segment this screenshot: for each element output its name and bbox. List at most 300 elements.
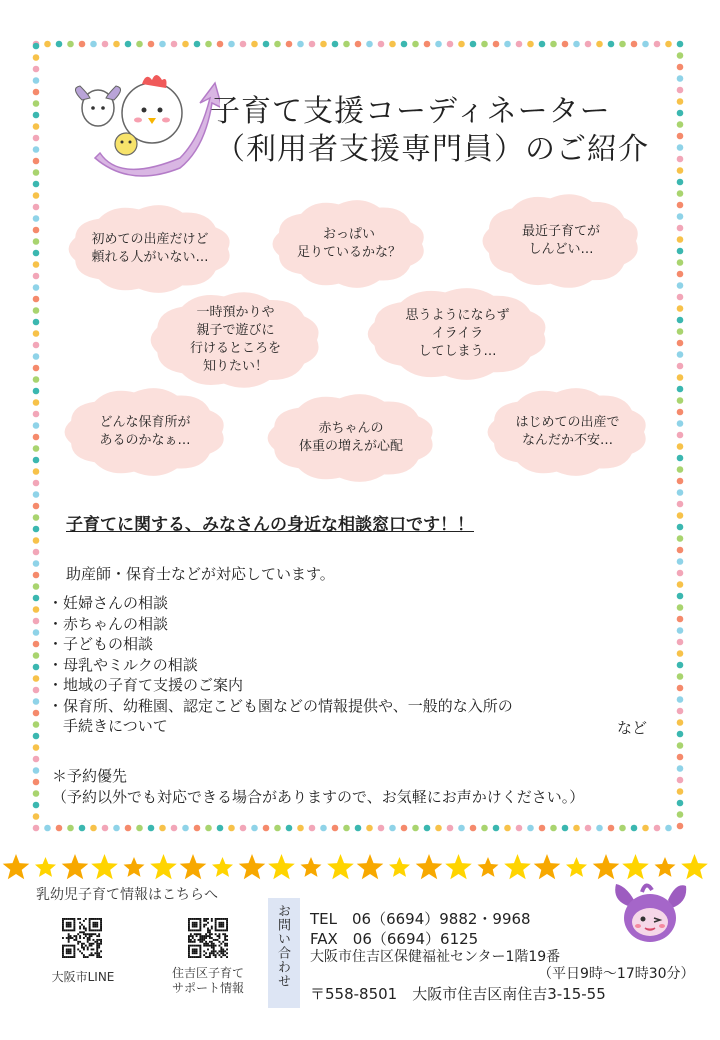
star-icon xyxy=(534,854,561,879)
star-icon xyxy=(416,854,443,879)
frame-dot xyxy=(33,204,40,211)
frame-dot xyxy=(677,742,684,749)
frame-dot xyxy=(263,825,270,832)
frame-dot xyxy=(355,825,362,832)
frame-dot xyxy=(159,825,166,832)
list-etc: など xyxy=(617,719,648,737)
cloud-text: 最近子育てが しんどい… xyxy=(521,224,600,257)
frame-dot xyxy=(56,825,63,832)
center-address: 大阪市住吉区保健福祉センター1階19番 xyxy=(310,949,561,965)
frame-dot xyxy=(33,54,40,61)
list-item: 手続きについて xyxy=(48,717,168,735)
reservation-note xyxy=(52,766,584,808)
frame-dot xyxy=(33,526,40,533)
frame-dot xyxy=(677,179,684,186)
frame-dot xyxy=(677,696,684,703)
frame-dot xyxy=(677,271,684,278)
star-icon xyxy=(357,854,384,879)
frame-dot xyxy=(677,156,684,163)
frame-dot xyxy=(562,825,569,832)
frame-dot xyxy=(677,351,684,358)
frame-dot xyxy=(677,570,684,577)
frame-dot xyxy=(194,41,201,48)
frame-dot xyxy=(33,595,40,602)
frame-dot xyxy=(470,41,477,48)
frame-dot xyxy=(33,779,40,786)
frame-dot xyxy=(677,650,684,657)
frame-dot xyxy=(33,721,40,728)
frame-dot xyxy=(33,296,40,303)
frame-dot xyxy=(677,765,684,772)
frame-dot xyxy=(33,767,40,774)
list-item: ・保育所、幼稚園、認定こども園などの情報提供や、一般的な入所の xyxy=(48,696,513,715)
frame-dot xyxy=(228,825,235,832)
frame-dot xyxy=(677,604,684,611)
frame-dot xyxy=(424,41,431,48)
star-icon xyxy=(268,854,295,879)
frame-dot xyxy=(44,41,51,48)
star-icon xyxy=(504,854,531,879)
star-icon xyxy=(622,854,649,879)
frame-dot xyxy=(33,687,40,694)
frame-dot xyxy=(493,41,500,48)
qr2-label: 住吉区子育て サポート情報 xyxy=(171,966,244,995)
purple-mascot-illustration xyxy=(610,878,690,948)
frame-dot xyxy=(33,606,40,613)
frame-dot xyxy=(33,756,40,763)
frame-dot xyxy=(33,652,40,659)
frame-dot xyxy=(677,708,684,715)
frame-dot xyxy=(677,800,684,807)
frame-dot xyxy=(240,825,247,832)
frame-dot xyxy=(654,41,661,48)
frame-dot xyxy=(493,825,500,832)
frame-dot xyxy=(550,825,557,832)
frame-dot xyxy=(33,66,40,73)
frame-dot xyxy=(297,825,304,832)
frame-dot xyxy=(33,158,40,165)
frame-dot xyxy=(677,777,684,784)
frame-dot xyxy=(90,825,97,832)
frame-dot xyxy=(125,825,132,832)
frame-dot xyxy=(136,41,143,48)
frame-dot xyxy=(677,374,684,381)
frame-dot xyxy=(102,825,109,832)
frame-dot xyxy=(44,825,51,832)
star-icon xyxy=(180,854,207,879)
frame-dot xyxy=(33,422,40,429)
frame-dot xyxy=(677,616,684,623)
frame-dot xyxy=(631,825,638,832)
star-icon xyxy=(62,854,89,879)
tel-number: TEL 06（6694）9882・9968 xyxy=(310,910,531,928)
frame-dot xyxy=(33,445,40,452)
frame-dot xyxy=(33,135,40,142)
star-icon xyxy=(389,857,410,877)
frame-dot xyxy=(113,41,120,48)
frame-dot xyxy=(33,629,40,636)
frame-dot xyxy=(401,825,408,832)
frame-dot xyxy=(677,627,684,634)
frame-dot xyxy=(677,328,684,335)
frame-dot xyxy=(33,802,40,809)
frame-dot xyxy=(343,41,350,48)
frame-dot xyxy=(677,167,684,174)
frame-dot xyxy=(205,41,212,48)
star-icon xyxy=(239,854,266,879)
frame-dot xyxy=(33,503,40,510)
frame-dot xyxy=(33,710,40,717)
frame-dot xyxy=(608,41,615,48)
contact-heading-box xyxy=(268,898,300,1008)
frame-dot xyxy=(33,353,40,360)
frame-dot xyxy=(33,744,40,751)
frame-dot xyxy=(677,64,684,71)
frame-dot xyxy=(527,825,534,832)
frame-dot xyxy=(677,432,684,439)
frame-dot xyxy=(585,825,592,832)
frame-dot xyxy=(102,41,109,48)
cloud-text: 赤ちゃんの 体重の増えが心配 xyxy=(298,421,403,454)
frame-dot xyxy=(608,825,615,832)
consultation-list xyxy=(48,593,513,737)
page-title-line1: 子育て支援コーディネーター xyxy=(210,94,611,129)
star-icon xyxy=(212,857,233,877)
frame-dot xyxy=(286,41,293,48)
frame-dot xyxy=(585,41,592,48)
frame-dot xyxy=(412,825,419,832)
frame-dot xyxy=(378,41,385,48)
frame-dot xyxy=(677,225,684,232)
frame-dot xyxy=(366,825,373,832)
cloud-text: どんな保育所が あるのかなぁ… xyxy=(99,415,191,448)
frame-dot xyxy=(33,181,40,188)
star-icon xyxy=(655,857,676,877)
frame-dot xyxy=(677,202,684,209)
frame-dot xyxy=(33,560,40,567)
frame-dot xyxy=(33,43,40,50)
frame-dot xyxy=(677,512,684,519)
frame-dot xyxy=(447,41,454,48)
concern-cloud xyxy=(66,203,234,295)
frame-dot xyxy=(33,284,40,291)
star-icon xyxy=(124,857,145,877)
frame-dot xyxy=(67,41,74,48)
frame-dot xyxy=(677,501,684,508)
list-item: ・母乳やミルクの相談 xyxy=(48,655,198,674)
concern-cloud xyxy=(270,198,428,290)
frame-dot xyxy=(677,489,684,496)
frame-dot xyxy=(320,825,327,832)
frame-dot xyxy=(677,524,684,531)
frame-dot xyxy=(677,87,684,94)
star-icon xyxy=(35,857,56,877)
frame-dot xyxy=(33,192,40,199)
concern-cloud xyxy=(148,290,323,390)
note-heading: ＊予約優先 xyxy=(52,767,128,785)
page-title-line2: （利用者支援専門員）のご紹介 xyxy=(215,132,649,167)
frame-dot xyxy=(33,549,40,556)
footer-title: 乳幼児子育て情報はこちらへ xyxy=(36,887,218,903)
frame-dot xyxy=(33,618,40,625)
frame-dot xyxy=(677,478,684,485)
frame-dot xyxy=(481,825,488,832)
frame-dot xyxy=(33,365,40,372)
chicken-mascot-illustration xyxy=(60,58,220,178)
contact-heading: お問い合わせ xyxy=(275,904,290,988)
frame-dot xyxy=(79,41,86,48)
frame-dot xyxy=(677,535,684,542)
cloud-text: 初めての出産だけど 頼れる人がいない… xyxy=(91,232,209,265)
frame-dot xyxy=(33,480,40,487)
frame-dot xyxy=(677,639,684,646)
frame-dot xyxy=(33,468,40,475)
frame-dot xyxy=(677,282,684,289)
frame-dot xyxy=(366,41,373,48)
frame-dot xyxy=(677,685,684,692)
frame-dot xyxy=(33,698,40,705)
frame-dot xyxy=(677,466,684,473)
support-info-qr-code[interactable] xyxy=(188,918,228,958)
frame-dot xyxy=(33,261,40,268)
cloud-text: 一時預かりや 親子で遊びに 行けるところを 知りたい！ xyxy=(189,305,281,374)
frame-dot xyxy=(148,41,155,48)
frame-dot xyxy=(67,825,74,832)
frame-dot xyxy=(33,146,40,153)
frame-dot xyxy=(424,825,431,832)
frame-dot xyxy=(33,112,40,119)
frame-dot xyxy=(33,733,40,740)
frame-dot xyxy=(332,41,339,48)
star-icon xyxy=(681,854,708,879)
frame-dot xyxy=(33,790,40,797)
frame-dot xyxy=(677,340,684,347)
star-icon xyxy=(445,854,472,879)
frame-dot xyxy=(33,307,40,314)
frame-dot xyxy=(33,664,40,671)
frame-dot xyxy=(33,583,40,590)
frame-dot xyxy=(677,593,684,600)
frame-dot xyxy=(677,420,684,427)
frame-dot xyxy=(677,547,684,554)
postal-address: 〒558-8501 大阪市住吉区南住吉3-15-55 xyxy=(310,985,606,1003)
frame-dot xyxy=(33,457,40,464)
frame-dot xyxy=(677,443,684,450)
frame-dot xyxy=(33,675,40,682)
frame-dot xyxy=(274,41,281,48)
frame-dot xyxy=(79,825,86,832)
frame-dot xyxy=(286,825,293,832)
frame-dot xyxy=(447,825,454,832)
frame-dot xyxy=(90,41,97,48)
frame-dot xyxy=(596,41,603,48)
frame-dot xyxy=(665,825,672,832)
frame-dot xyxy=(504,825,511,832)
cloud-text: はじめての出産で なんだか不安… xyxy=(515,415,620,448)
frame-dot xyxy=(171,825,178,832)
frame-dot xyxy=(677,294,684,301)
frame-dot xyxy=(435,825,442,832)
frame-dot xyxy=(677,386,684,393)
frame-dot xyxy=(677,259,684,266)
frame-dot xyxy=(596,825,603,832)
list-item: ・赤ちゃんの相談 xyxy=(48,614,169,633)
office-hours: （平日9時～17時30分） xyxy=(538,966,695,982)
frame-dot xyxy=(240,41,247,48)
frame-dot xyxy=(33,434,40,441)
frame-dot xyxy=(113,825,120,832)
star-icon xyxy=(478,857,499,877)
concern-cloud xyxy=(480,192,642,290)
frame-dot xyxy=(389,41,396,48)
frame-dot xyxy=(677,236,684,243)
frame-dot xyxy=(677,662,684,669)
frame-dot xyxy=(378,825,385,832)
frame-dot xyxy=(539,825,546,832)
cloud-text: おっぱい 足りているかな？ xyxy=(296,227,401,260)
frame-dot xyxy=(642,825,649,832)
frame-dot xyxy=(125,41,132,48)
frame-dot xyxy=(56,41,63,48)
frame-dot xyxy=(677,52,684,59)
frame-dot xyxy=(33,399,40,406)
frame-dot xyxy=(677,248,684,255)
frame-dot xyxy=(171,41,178,48)
frame-dot xyxy=(401,41,408,48)
concern-cloud xyxy=(365,286,550,382)
frame-dot xyxy=(355,41,362,48)
frame-dot xyxy=(677,121,684,128)
list-item: ・子どもの相談 xyxy=(48,635,154,653)
frame-dot xyxy=(642,41,649,48)
frame-dot xyxy=(573,41,580,48)
frame-dot xyxy=(263,41,270,48)
frame-dot xyxy=(217,825,224,832)
frame-dot xyxy=(33,514,40,521)
frame-dot xyxy=(33,89,40,96)
frame-dot xyxy=(33,250,40,257)
frame-dot xyxy=(677,409,684,416)
frame-dot xyxy=(274,825,281,832)
frame-dot xyxy=(619,825,626,832)
frame-dot xyxy=(677,397,684,404)
frame-dot xyxy=(619,41,626,48)
frame-dot xyxy=(33,238,40,245)
frame-dot xyxy=(217,41,224,48)
frame-dot xyxy=(677,731,684,738)
frame-dot xyxy=(33,813,40,820)
frame-dot xyxy=(182,41,189,48)
frame-dot xyxy=(33,227,40,234)
frame-dot xyxy=(677,673,684,680)
star-icon xyxy=(91,854,118,879)
frame-dot xyxy=(677,754,684,761)
star-icon xyxy=(301,857,322,877)
frame-dot xyxy=(33,273,40,280)
frame-dot xyxy=(677,581,684,588)
star-icon xyxy=(150,854,177,879)
concern-cloud xyxy=(485,386,650,478)
frame-dot xyxy=(33,100,40,107)
frame-dot xyxy=(33,388,40,395)
frame-dot xyxy=(550,41,557,48)
headline: 子育てに関する、みなさんの身近な相談窓口です！！ xyxy=(66,515,474,535)
frame-dot xyxy=(136,825,143,832)
note-detail: （予約以外でも対応できる場合がありますので、お気軽にお声かけください。） xyxy=(52,788,585,806)
frame-dot xyxy=(33,376,40,383)
star-icon xyxy=(593,854,620,879)
line-qr-code[interactable] xyxy=(62,918,102,958)
frame-dot xyxy=(412,41,419,48)
frame-dot xyxy=(297,41,304,48)
frame-dot xyxy=(309,825,316,832)
frame-dot xyxy=(677,213,684,220)
frame-dot xyxy=(33,825,40,832)
frame-dot xyxy=(389,825,396,832)
frame-dot xyxy=(470,825,477,832)
frame-dot xyxy=(33,77,40,84)
frame-dot xyxy=(677,75,684,82)
frame-dot xyxy=(194,825,201,832)
frame-dot xyxy=(539,41,546,48)
star-icon xyxy=(3,854,30,879)
frame-dot xyxy=(205,825,212,832)
list-item: ・妊婦さんの相談 xyxy=(48,594,169,612)
frame-dot xyxy=(182,825,189,832)
frame-dot xyxy=(458,825,465,832)
frame-dot xyxy=(677,190,684,197)
frame-dot xyxy=(435,41,442,48)
frame-dot xyxy=(309,41,316,48)
frame-dot xyxy=(677,788,684,795)
list-item: ・地域の子育て支援のご案内 xyxy=(48,676,244,694)
concern-cloud xyxy=(62,386,228,478)
frame-dot xyxy=(33,319,40,326)
frame-dot xyxy=(677,110,684,117)
frame-dot xyxy=(33,491,40,498)
frame-dot xyxy=(33,169,40,176)
frame-dot xyxy=(527,41,534,48)
qr1-label: 大阪市LINE xyxy=(51,970,115,984)
frame-dot xyxy=(654,825,661,832)
frame-dot xyxy=(148,825,155,832)
frame-dot xyxy=(251,825,258,832)
frame-dot xyxy=(677,811,684,818)
frame-dot xyxy=(677,133,684,140)
frame-dot xyxy=(343,825,350,832)
intro-text: 助産師・保育士などが対応しています。 xyxy=(66,565,335,583)
frame-dot xyxy=(516,41,523,48)
frame-dot xyxy=(33,641,40,648)
frame-dot xyxy=(677,98,684,105)
concern-cloud xyxy=(265,392,437,484)
frame-dot xyxy=(677,455,684,462)
frame-dot xyxy=(320,41,327,48)
frame-dot xyxy=(677,363,684,370)
star-icon xyxy=(566,857,587,877)
frame-dot xyxy=(332,825,339,832)
frame-dot xyxy=(481,41,488,48)
frame-dot xyxy=(677,317,684,324)
star-icon xyxy=(327,854,354,879)
frame-dot xyxy=(677,305,684,312)
frame-dot xyxy=(33,411,40,418)
frame-dot xyxy=(631,41,638,48)
frame-dot xyxy=(33,215,40,222)
frame-dot xyxy=(562,41,569,48)
frame-dot xyxy=(33,123,40,130)
frame-dot xyxy=(458,41,465,48)
